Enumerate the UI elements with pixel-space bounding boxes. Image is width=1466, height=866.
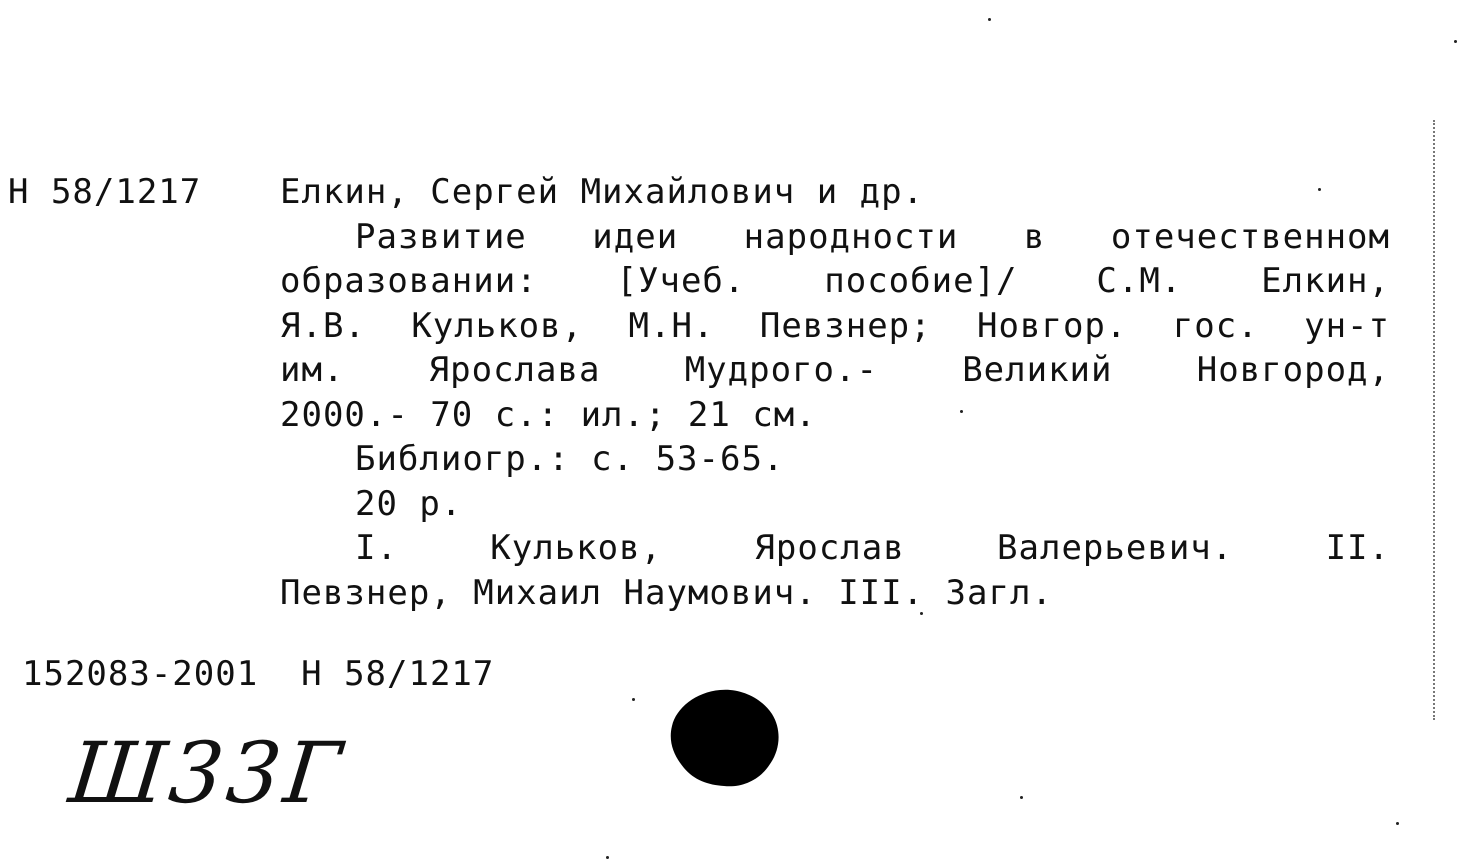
scan-speck [988, 18, 991, 21]
author-heading: Елкин, Сергей Михайлович и др. [280, 172, 925, 212]
tracings-line: I. Кульков, Ярослав Валерьевич. II. [355, 528, 1390, 568]
scan-speck [920, 612, 923, 615]
description-line: Развитие идеи народности в отечественном [355, 216, 1390, 257]
card-edge-perforation [1433, 120, 1435, 720]
footer-number: 152083-2001 [22, 654, 259, 694]
shelfmark-bottom: Н 58/1217 [301, 654, 495, 694]
scan-speck [1318, 188, 1321, 191]
ink-blot-icon [668, 688, 780, 788]
scan-speck [632, 698, 635, 701]
bibliography-note: Библиогр.: с. 53-65. [355, 439, 785, 479]
card-footer [22, 652, 494, 696]
tracings-line: Певзнер, Михаил Наумович. III. Загл. [280, 572, 1053, 613]
scan-speck [1396, 822, 1399, 825]
description-line: им. Ярослава Мудрого.- Великий Новгород, [280, 350, 1390, 390]
scan-speck [1454, 40, 1457, 43]
bibliographic-entry [280, 170, 1390, 615]
description-line: Я.В. Кульков, М.Н. Певзнер; Новгор. гос. ун-т [280, 305, 1390, 346]
scan-speck [606, 856, 609, 859]
price-note: 20 р. [355, 483, 463, 524]
description-line: образовании: [Учеб. пособие]/ С.М. Елкин, [280, 261, 1390, 301]
shelfmark-top: Н 58/1217 [8, 172, 202, 212]
scan-speck [960, 410, 963, 413]
description-line: 2000.- 70 с.: ил.; 21 см. [280, 394, 817, 435]
scan-speck [1020, 796, 1023, 799]
handwritten-note: Ш33Г [64, 724, 350, 822]
